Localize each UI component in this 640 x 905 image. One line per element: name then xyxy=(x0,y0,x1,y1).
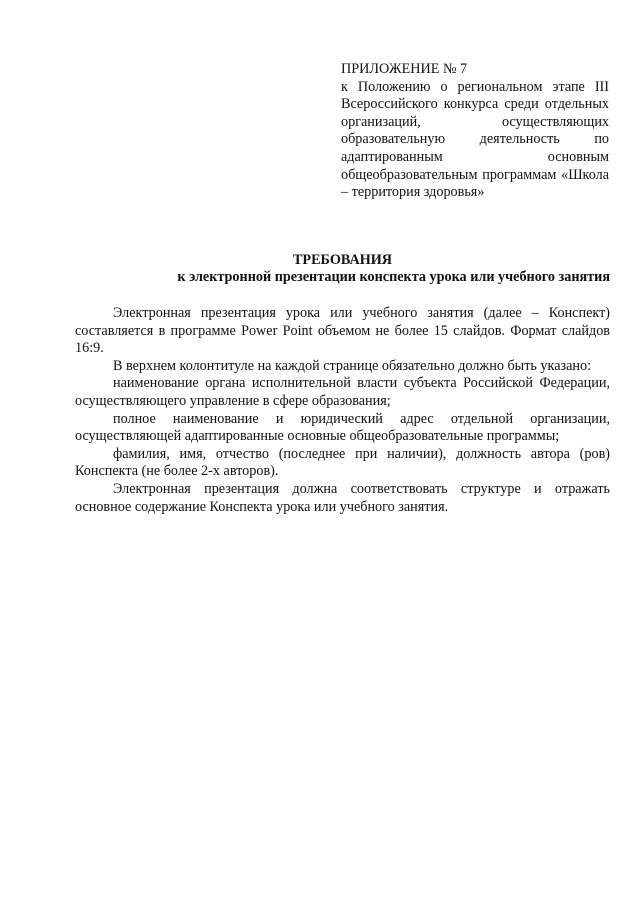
appendix-number: ПРИЛОЖЕНИЕ № 7 xyxy=(341,61,468,77)
paragraph: Электронная презентация должна соответствовать структуре и отражать основное содержание Конспекта урока или учебного занятия. xyxy=(75,480,610,515)
document-subtitle: к электронной презентации конспекта урока или учебного занятия xyxy=(177,269,610,285)
paragraph: фамилия, имя, отчество (последнее при наличии), должность автора (ров) Конспекта (не более 2-х авторов). xyxy=(75,445,610,480)
paragraph: полное наименование и юридический адрес отдельной организации, осуществляющей адаптированные основные общеобразовательные программы; xyxy=(75,410,610,445)
document-title: ТРЕБОВАНИЯ xyxy=(292,252,393,268)
appendix-block xyxy=(341,61,609,202)
document-title-block xyxy=(75,252,610,286)
document-body xyxy=(75,305,610,516)
paragraph: Электронная презентация урока или учебного занятия (далее – Конспект) составляется в программе Power Point объемом не более 15 слайдов. Формат слайдов 16:9. xyxy=(75,305,610,357)
appendix-text: к Положению о региональном этапе III Всероссийского конкурса среди отдельных организаций, осуществляющих образовательную деятельность по адаптированным основным общеобразовательным программам «Школа – территория здоровья» xyxy=(341,78,609,201)
paragraph: В верхнем колонтитуле на каждой странице обязательно должно быть указано: xyxy=(113,357,592,374)
paragraph: наименование органа исполнительной власти субъекта Российской Федерации, осуществляющего управление в сфере образования; xyxy=(75,375,610,409)
